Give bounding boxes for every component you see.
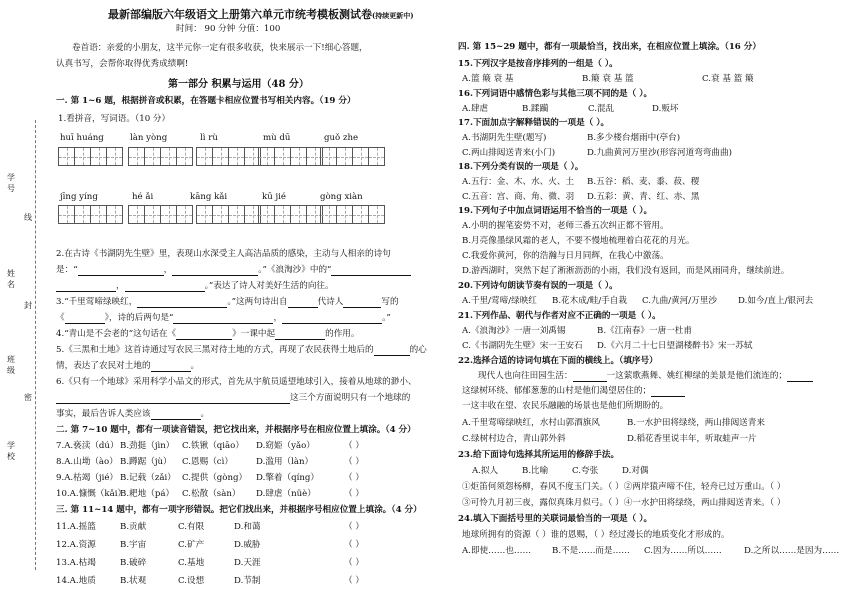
- part1-title: 第一部分 积累与运用（48 分）: [168, 79, 309, 90]
- q2-item-9: 9.A.枯竭（jié） B.记载（zǎi） C.提供（gòng） D.擎着（qíng） （ ）: [56, 473, 364, 483]
- q17: 17.下面加点字解释错误的一项是（ ）。: [458, 118, 610, 128]
- q4-heading: 四. 第 15~29 题中，都有一项最恰当，找出来，在相应位置上填涂。（16 分）: [458, 42, 761, 52]
- q2-item-8: 8.A.山坳（ào） B.蹲踞（jù） C.恩赐（cì） D.滥用（làn） （ ）: [56, 457, 364, 467]
- pinyin-8: kāng kǎi: [190, 192, 228, 202]
- q1-s3-line2: 《 》，诗的后两句是“ ， 。”: [56, 313, 391, 323]
- q16-options: A.肆虐 B.蹂躏 C.混乱 D.贩坏: [462, 104, 679, 114]
- q21-options-cd: C.《书湖阴先生壁》宋一王安石 D.《六月二十七日望湖楼醉书》宋一苏轼: [462, 341, 753, 351]
- margin-label-line: 线: [24, 213, 32, 222]
- margin-label-name: 姓名: [7, 269, 15, 289]
- q19-option-a: A.小明的握笔姿势不对，老师三番五次纠正都不管用。: [462, 221, 669, 231]
- q1-heading: 一. 第 1~6 题，根据拼音或积累，在答题卡相应位置书写相关内容。（19 分）: [56, 96, 356, 106]
- q2-item-7: 7.A.亵渎（dú）B.劲挺（jìn） C.铁锹（qiāo） D.窈姫（yǎo） （ ）: [56, 441, 364, 451]
- q21: 21.下列作品、朝代与作者对应不正确的一项是（ ）。: [458, 311, 661, 321]
- answer-grid[interactable]: [128, 205, 192, 224]
- q20-options: A.千里/莺啼/绿映红 B.花木成/畦/手自栽 C.九曲/黄河/万里沙 D.如今/直上/银河去: [462, 296, 814, 306]
- q3-item-13: 13.A.枯竭 B.破碎 C.基地 D.天涯 （ ）: [56, 558, 364, 568]
- answer-grid[interactable]: [58, 147, 122, 166]
- q3-item-11: 11.A.摇篮 B.贡献 C.有限 D.和蔼 （ ）: [56, 522, 364, 532]
- pinyin-4: mù dū: [263, 133, 291, 143]
- pinyin-2: làn yòng: [130, 133, 168, 143]
- q1-s2-line3: ， 。”表达了诗人对美好生活的向往。: [56, 281, 334, 292]
- answer-grid[interactable]: [320, 205, 384, 224]
- q1-s2-line2: 是：“ ， 。”《浪淘沙》中的“: [56, 265, 411, 276]
- q1-s6-line2: 这三个方面说明只有一个地球的: [56, 393, 410, 404]
- q18-options-ab: A.五行：金、木、水、火、土 B.五谷：稻、麦、黍、菽、稷: [462, 177, 700, 187]
- q1-s5-line1: 5.《三黑和土地》这首诗通过写农民三黑对待土地的方式，再现了农民获得土地后的 的心: [56, 345, 427, 355]
- margin-label-school: 学校: [7, 441, 15, 461]
- q21-options-ab: A.《浪淘沙》一唐一刘禹锡 B.《江南春》一唐一杜甫: [462, 326, 692, 336]
- q1-s6-line1: 6.《只有一个地球》采用科学小品文的形式，首先从宇航员遥望地球引入，接着从地球的渺小、: [56, 377, 417, 387]
- pinyin-3: lì rù: [200, 133, 218, 143]
- q2-item-10: 10.A.慷慨（kǎi）B.耙地（pá） C.松散（sàn） D.肆虐（nüè） （ ）: [56, 489, 364, 499]
- q19-option-b: B.月亮像墨绿风霜的老人，不要不慢地梳理着白花花的月光。: [462, 236, 695, 246]
- q20: 20.下列诗句朗读节奏有误的一项是（ ）。: [458, 281, 618, 291]
- answer-grid[interactable]: [320, 147, 384, 166]
- greeting-line-1: 卷首语：亲爱的小朋友，这半元你一定有很多收获，快来展示一下!细心答题，: [72, 43, 368, 53]
- pinyin-1: huī huáng: [60, 133, 104, 143]
- q24: 24.填入下面括号里的关联词最恰当的一项是（ ）。: [458, 514, 653, 524]
- margin-label-student-id: 学号: [7, 173, 15, 193]
- margin-label-seal: 封: [24, 301, 32, 310]
- q3-item-12: 12.A.资源 B.宇宙 C.矿产 D.威胁 （ ）: [56, 540, 364, 550]
- exam-title: 最新部编版六年级语文上册第六单元市统考模板测试卷(持续更新中): [108, 8, 414, 21]
- q19: 19.下列句子中加点词语运用不恰当的一项是（ ）。: [458, 206, 653, 216]
- q23: 23.给下面诗句选择其所运用的修辞手法。: [458, 450, 620, 460]
- pinyin-9: kū jié: [262, 192, 286, 202]
- q22-passage-1: 现代人也向往田园生活： 一这萦歌燕舞、姚红柳绿的美景是他们流连的；: [478, 371, 813, 382]
- answer-grid[interactable]: [258, 147, 322, 166]
- answer-grid[interactable]: [58, 205, 122, 224]
- q22-options-cd: C.绿树村边合，青山郭外斜 D.稻花香里说丰年，听取蛙声一片: [462, 434, 757, 444]
- q3-heading: 三. 第 11~14 题中，都有一项字形错误。把它们找出来，并根据序号相应位置上填涂。（4 分）: [56, 505, 422, 515]
- margin-label-class: 班级: [7, 355, 15, 375]
- answer-grid[interactable]: [196, 147, 260, 166]
- q1-s5-line2: 情，表达了农民对土地的 。: [56, 361, 200, 371]
- q24-options: A.即使……也…… B.不是……而是…… C.因为……所以…… D.之所以……是因为……: [462, 546, 840, 556]
- binding-margin: [0, 0, 48, 608]
- q18-options-cd: C.五音：宫、商、角、微、羽 D.五彩：黄、青、红、赤、黑: [462, 192, 700, 202]
- q23-options: A.拟人 B.比喻 C.夸张 D.对偶: [472, 466, 649, 476]
- q1-sub1: 1.看拼音，写词语。（10 分）: [58, 114, 171, 124]
- q1-s2-line1: 2.在古诗《书湖阴先生壁》里，表现山水深受主人高洁品质的感染，主动与人相亲的诗句: [56, 249, 391, 259]
- pinyin-5: guǒ zhe: [324, 133, 359, 143]
- pinyin-10: gòng xiàn: [320, 192, 363, 202]
- q15-options: A.篮 簸 衰 基 B.簸 衰 基 篮 C.衰 基 篮 簸: [462, 74, 754, 84]
- q3-item-14: 14.A.地质 B.状观 C.设想 D.节制 （ ）: [56, 576, 364, 586]
- q19-option-d: D.游西湖时，突然下起了淅淅沥沥的小雨，我们没有返回，而是风雨同舟，继续前进。: [462, 266, 790, 276]
- q17-options-cd: C.两山排闼送青来(小门) D.九曲黄河万里沙(形容河道弯弯曲曲): [462, 148, 732, 158]
- q22-passage-2: 这绿树环绕、郁郁葱葱的山村是他们渴望居住的；: [462, 386, 685, 397]
- q22-options-ab: A.千里莺啼绿映红，水村山郭酒旗风 B.一水护田将绿绕，两山排闼送青来: [462, 418, 765, 428]
- q17-options-ab: A.书湖阴先生壁(题写) B.多少楼台烟雨中(亭台): [462, 133, 681, 143]
- q15: 15.下列汉字是按音序排列的一组是（ ）。: [458, 59, 618, 69]
- pinyin-7: hé ǎi: [132, 192, 154, 202]
- q2-heading: 二. 第 7~10 题中，都有一项读音错误，把它找出来，并根据序号在相应位置上填涂。（4 分）: [56, 425, 416, 435]
- q22-passage-3: 一这丰收在望、农民乐融融的场景也是他们所期盼的。: [462, 401, 669, 411]
- q1-s3-line1: 3.“千里莺啼绿映红， 。”这两句诗出自 代诗人 写的: [56, 297, 399, 307]
- q16: 16.下列词语中感情色彩与其他三项不同的是（ ）。: [458, 89, 653, 99]
- fold-line: [35, 120, 36, 570]
- margin-label-secret: 密: [24, 393, 32, 402]
- q1-s4: 4.“青山是不会老的”这句话在《 》一课中起 的作用。: [56, 329, 360, 339]
- greeting-line-2: 认真书写，会帮你取得优秀成绩啊!: [56, 59, 189, 69]
- exam-meta: 时间： 90 分钟 分值：100: [176, 24, 281, 34]
- answer-grid[interactable]: [128, 147, 192, 166]
- pinyin-6: jīng yíng: [60, 192, 98, 202]
- answer-grid[interactable]: [196, 205, 260, 224]
- q19-option-c: C.我爱你黄河，你的浩瀚与日月同辉，在我心中激荡。: [462, 251, 669, 261]
- q22: 22.选择合适的诗词句填在下面的横线上。（填序号）: [458, 356, 658, 366]
- q1-s6-line3: 事实，最后告诉人类应该 。: [56, 409, 210, 419]
- q23-line-2: ③可怜九月初三夜，露似真珠月似弓。（ ）④一水护田将绿绕，两山排闼送青来。（ ）: [462, 498, 786, 508]
- q23-line-1: ①炬笛何须怨杨柳，春风不度玉门关。（ ）②两岸猿声啼不住，轻舟已过万重山。（ ）: [462, 482, 786, 492]
- answer-grid[interactable]: [258, 205, 322, 224]
- q24-passage: 地球所拥有的资源（ ）谁的恩赐，（ ）经过漫长的地质变化才形成的。: [462, 530, 730, 540]
- q18: 18.下列分类有误的一项是（ ）。: [458, 162, 584, 172]
